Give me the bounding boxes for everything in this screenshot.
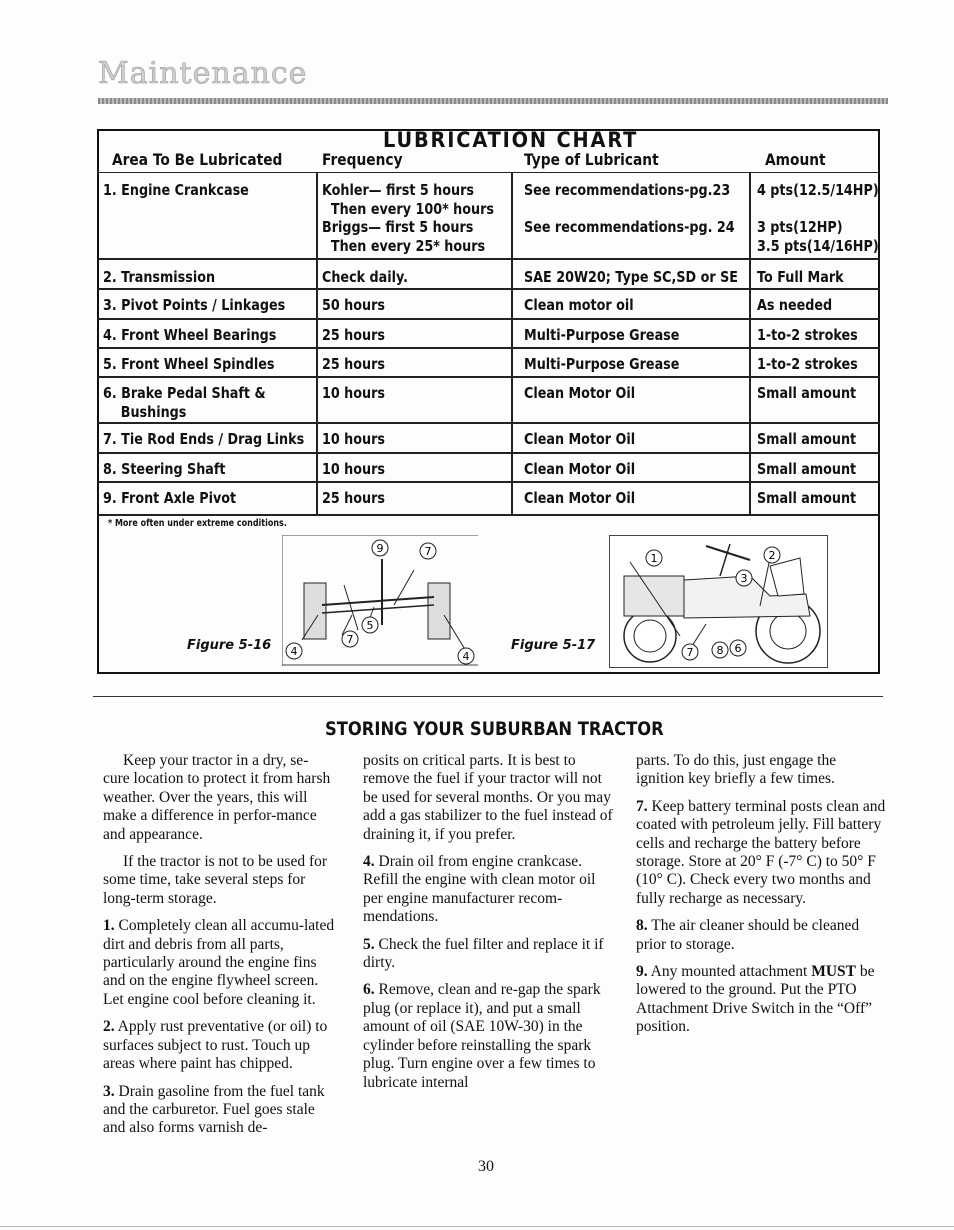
- fig16-callout-4b: 4: [462, 650, 470, 663]
- chart-column-rule: [749, 172, 751, 258]
- step-text: The air cleaner should be cleaned prior to storage.: [636, 917, 860, 953]
- fig17-callout-7: 7: [686, 646, 694, 659]
- fig16-callout-9: 9: [376, 542, 384, 555]
- chart-cell-area: 2. Transmission: [103, 268, 216, 286]
- step-text: Remove, clean and re-gap the spark plug (or replace it), and put a small amount of oil (SAE 10W-30) in the cylinder before reinstalling the spark plug. Turn engine over a few times to lubricate internal: [363, 981, 601, 1091]
- chart-column-rule: [316, 451, 318, 481]
- chart-row-rule: [97, 376, 880, 378]
- chart-column-rule: [511, 172, 513, 258]
- figure-5-17-drawing: [609, 535, 828, 668]
- storage-paragraph: [636, 963, 886, 1037]
- header-amount: Amount: [765, 150, 826, 169]
- chart-column-rule: [511, 259, 513, 288]
- chart-cell-frequency: 25 hours: [322, 326, 385, 344]
- chart-cell-lubricant: Clean Motor Oil: [524, 430, 636, 448]
- chart-cell-lubricant: Clean Motor Oil: [524, 460, 636, 478]
- fig17-callout-3: 3: [740, 572, 748, 585]
- chart-cell-frequency: 25 hours: [322, 489, 385, 507]
- chart-column-rule: [511, 287, 513, 318]
- step-number: 2.: [103, 1018, 115, 1036]
- fig17-callout-8: 8: [716, 644, 724, 657]
- storage-paragraph: [363, 981, 616, 1091]
- step-number: 5.: [363, 935, 375, 953]
- section-title-rule: [98, 98, 888, 104]
- step-number: 3.: [103, 1082, 115, 1100]
- step-text: Apply rust preventative (or oil) to surfaces subject to rust. Touch up areas where paint has chipped.: [103, 1018, 328, 1073]
- chart-cell-amount: Small amount: [757, 430, 857, 448]
- chart-column-rule: [511, 346, 513, 376]
- figure-5-16-caption: Figure 5-16: [187, 638, 272, 653]
- chart-row-rule: [97, 347, 880, 349]
- chart-row-rule: [97, 318, 880, 320]
- chart-cell-area: 5. Front Wheel Spindles: [103, 355, 275, 373]
- chart-cell-area: 8. Steering Shaft: [103, 460, 226, 478]
- step-text: Drain oil from engine crankcase. Refill the engine with clean motor oil per engine manufacturer recom-mendations.: [363, 853, 596, 926]
- chart-cell-amount: Small amount: [757, 460, 857, 478]
- chart-column-rule: [316, 421, 318, 452]
- chart-column-rule: [511, 375, 513, 422]
- chart-cell-area: 7. Tie Rod Ends / Drag Links: [103, 430, 305, 448]
- section-divider: [93, 696, 883, 697]
- emphasis-must: MUST: [811, 963, 857, 981]
- chart-cell-lubricant: SAE 20W20; Type SC,SD or SE: [524, 268, 738, 286]
- chart-cell-amount: 1-to-2 strokes: [757, 355, 858, 373]
- step-number: 4.: [363, 853, 375, 871]
- chart-cell-area: Bushings: [103, 402, 187, 421]
- step-text: posits on critical parts. It is best to remove the fuel if your tractor will not be used for several months. Or you may add a gas stabilizer to the fuel instead of draining it, if you prefer.: [363, 752, 613, 843]
- step-text: parts. To do this, just engage the ignition key briefly a few times.: [636, 752, 837, 788]
- chart-cell-area: 4. Front Wheel Bearings: [103, 326, 277, 344]
- chart-cell-frequency: 10 hours: [322, 384, 385, 402]
- chart-cell-amount: 3 pts(12HP): [757, 218, 843, 236]
- chart-cell-area: 6. Brake Pedal Shaft &: [103, 384, 266, 402]
- storage-paragraph: [363, 752, 616, 844]
- fig16-callout-7a: 7: [424, 545, 432, 558]
- chart-cell-lubricant: Multi-Purpose Grease: [524, 355, 680, 373]
- fig16-callout-4a: 4: [290, 645, 298, 658]
- tractor-side-diagram: [610, 536, 827, 667]
- chart-cell-area: 1. Engine Crankcase: [103, 181, 249, 199]
- step-text: Drain gasoline from the fuel tank and the carburetor. Fuel goes stale and also forms varnish de-: [103, 1082, 325, 1137]
- step-text: Completely clean all accumu-lated dirt and debris from all parts, particularly around the engine fins and on the engine flywheel screen. Let engine cool before cleaning it.: [103, 917, 335, 1008]
- chart-row-rule: [97, 422, 880, 424]
- chart-cell-lubricant: See recommendations-pg.23: [524, 181, 731, 199]
- step-number: 1.: [103, 917, 115, 935]
- chart-cell-amount: 1-to-2 strokes: [757, 326, 858, 344]
- chart-cell-lubricant: See recommendations-pg. 24: [524, 218, 735, 236]
- chart-row-rule: [97, 452, 880, 454]
- chart-column-rule: [511, 317, 513, 347]
- storage-paragraph: [103, 917, 335, 1009]
- chart-cell-area: 9. Front Axle Pivot: [103, 489, 237, 507]
- chart-cell-lubricant: Clean Motor Oil: [524, 384, 636, 402]
- chart-column-rule: [511, 451, 513, 481]
- chart-cell-frequency: 10 hours: [322, 460, 385, 478]
- chart-row-rule: [97, 258, 880, 260]
- chart-cell-amount: 3.5 pts(14/16HP): [757, 236, 879, 255]
- page-bottom-rule: [0, 1226, 954, 1227]
- chart-cell-frequency: Then every 100* hours: [322, 199, 494, 218]
- chart-cell-frequency: 25 hours: [322, 355, 385, 373]
- fig16-callout-7b: 7: [346, 633, 354, 646]
- storage-column-3: [636, 752, 886, 1046]
- figure-5-16-drawing: [282, 535, 478, 666]
- storage-paragraph: [103, 853, 335, 908]
- step-text: Check the fuel filter and replace it if dirty.: [363, 935, 604, 972]
- section-title: Maintenance: [98, 56, 308, 91]
- chart-row-rule: [97, 514, 880, 516]
- storage-paragraph: [636, 798, 886, 908]
- step-number: 8.: [636, 917, 648, 935]
- chart-column-rule: [511, 421, 513, 452]
- storage-paragraph: [103, 752, 335, 844]
- step-number: 6.: [363, 981, 375, 999]
- chart-column-rule: [316, 287, 318, 318]
- storage-paragraph: [636, 752, 886, 789]
- step-number: 9.: [636, 963, 648, 981]
- chart-column-rule: [511, 480, 513, 514]
- chart-cell-area: 3. Pivot Points / Linkages: [103, 296, 286, 314]
- figure-5-17-caption: Figure 5-17: [511, 638, 596, 653]
- chart-column-rule: [749, 287, 751, 318]
- chart-cell-amount: 4 pts(12.5/14HP): [757, 181, 879, 199]
- storage-title: STORING YOUR SUBURBAN TRACTOR: [325, 718, 664, 740]
- header-area: Area To Be Lubricated: [112, 150, 283, 169]
- step-text: Any mounted attachment MUST be lowered to the ground. Put the PTO Attachment Drive Switch in the “Off” position.: [636, 963, 875, 1036]
- chart-cell-frequency: Kohler— first 5 hours: [322, 181, 474, 199]
- storage-column-2: [363, 752, 616, 1101]
- chart-column-rule: [316, 317, 318, 347]
- chart-cell-amount: Small amount: [757, 384, 857, 402]
- chart-column-rule: [316, 259, 318, 288]
- storage-paragraph: [363, 853, 616, 927]
- chart-cell-amount: Small amount: [757, 489, 857, 507]
- chart-column-rule: [749, 346, 751, 376]
- chart-footnote: * More often under extreme conditions.: [108, 518, 287, 529]
- chart-column-rule: [316, 375, 318, 422]
- chart-cell-frequency: 50 hours: [322, 296, 385, 314]
- chart-header-rule: [97, 172, 880, 173]
- step-text: If the tractor is not to be used for some time, take several steps for long-term storage.: [103, 853, 328, 907]
- step-text: Keep battery terminal posts clean and coated with petroleum jelly. Fill battery cells and recharge the battery before storage. Store at 20° F (-7° C) to 50° F (10° C). Check every two months and fully recharge as necessary.: [636, 797, 886, 907]
- fig16-callout-5: 5: [366, 619, 374, 632]
- step-number: 7.: [636, 797, 648, 815]
- storage-paragraph: [103, 1018, 335, 1073]
- front-axle-diagram: [282, 535, 478, 666]
- chart-column-rule: [316, 172, 318, 258]
- fig17-callout-2: 2: [768, 549, 776, 562]
- storage-paragraph: [363, 936, 616, 973]
- chart-row-rule: [97, 481, 880, 483]
- chart-cell-frequency: 10 hours: [322, 430, 385, 448]
- chart-column-rule: [749, 259, 751, 288]
- chart-cell-lubricant: Clean Motor Oil: [524, 489, 636, 507]
- chart-cell-lubricant: Clean motor oil: [524, 296, 634, 314]
- chart-cell-amount: To Full Mark: [757, 268, 844, 286]
- chart-column-rule: [749, 375, 751, 422]
- storage-paragraph: [103, 1083, 335, 1138]
- chart-column-rule: [749, 451, 751, 481]
- chart-cell-amount: As needed: [757, 296, 833, 314]
- chart-cell-lubricant: Multi-Purpose Grease: [524, 326, 680, 344]
- fig17-callout-1: 1: [650, 552, 658, 565]
- chart-cell-frequency: Briggs— first 5 hours: [322, 218, 474, 236]
- lubrication-chart-title: LUBRICATION CHART: [383, 128, 639, 152]
- storage-paragraph: [636, 917, 886, 954]
- step-text: Keep your tractor in a dry, se-cure location to protect it from harsh weather. Over the years, this will make a difference in perfor-mance and appearance.: [103, 752, 331, 843]
- chart-column-rule: [749, 317, 751, 347]
- page-number: 30: [478, 1158, 494, 1175]
- chart-cell-frequency: Then every 25* hours: [322, 236, 486, 255]
- chart-column-rule: [749, 421, 751, 452]
- chart-row-rule: [97, 288, 880, 290]
- storage-column-1: [103, 752, 335, 1147]
- chart-column-rule: [316, 480, 318, 514]
- chart-cell-frequency: Check daily.: [322, 268, 409, 286]
- fig17-callout-6: 6: [734, 642, 742, 655]
- chart-column-rule: [749, 480, 751, 514]
- chart-column-rule: [316, 346, 318, 376]
- header-lubricant: Type of Lubricant: [524, 150, 659, 169]
- header-frequency: Frequency: [322, 150, 403, 169]
